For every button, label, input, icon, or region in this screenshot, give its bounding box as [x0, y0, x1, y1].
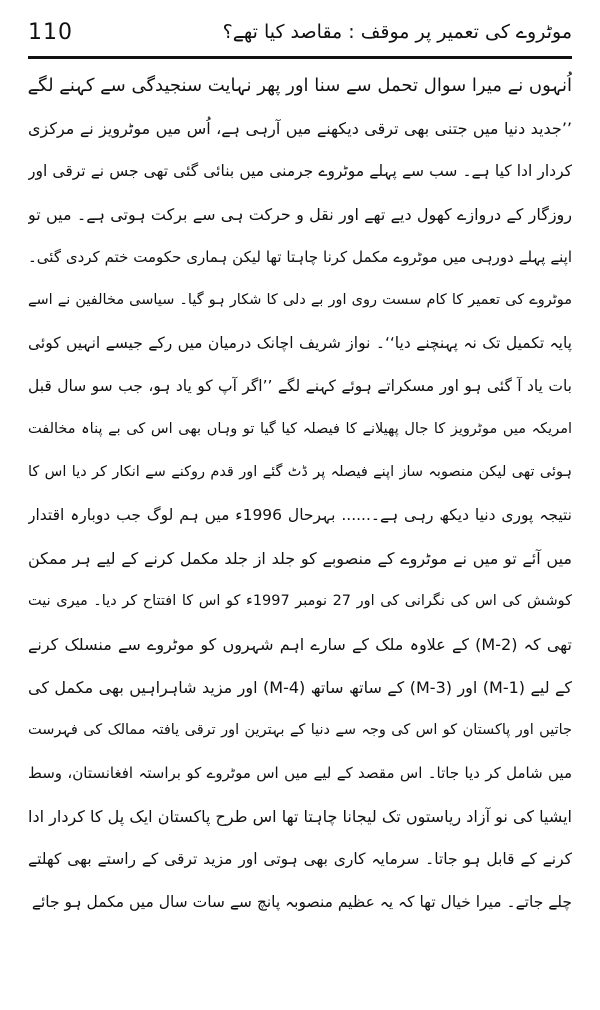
text-line: امریکہ میں موٹرویز کا جال پھیلانے کا فیصلہ کیا گیا تو وہاں بھی اس کی بے پناہ مخالفت — [28, 421, 572, 437]
text-line: بات یاد آ گئی ہو اور مسکراتے ہوئے کہنے لگے ’’اگر آپ کو یاد ہو، جب سو سال قبل — [28, 377, 572, 395]
text-line: روزگار کے دروازے کھول دیے تھے اور نقل و حرکت ہی سے برکت ہوتی ہے۔ میں تو — [28, 205, 572, 224]
text-line: کردار ادا کیا ہے۔ سب سے پہلے موٹروے جرمنی میں بنائی گئی تھی جس نے ترقی اور — [28, 162, 572, 180]
text-line: کرنے کے قابل ہو جاتا۔ سرمایہ کاری بھی ہوتی اور مزید ترقی کے راستے بھی کھلتے — [28, 850, 572, 868]
text-line: کے لیے (M-1) اور (M-3) کے ساتھ ساتھ (M-4) اور مزید شاہراہیں بھی مکمل کی — [28, 678, 572, 697]
text-line: اُنہوں نے میرا سوال تحمل سے سنا اور پھر نہایت سنجیدگی سے کہنے لگے — [28, 75, 572, 96]
text-line: نتیجہ پوری دنیا دیکھ رہی ہے۔...... بہرحال 1996ء میں ہم لوگ جب دوبارہ اقتدار — [28, 506, 572, 524]
text-line: تھی کہ (M-2) کے علاوہ ملک کے سارے اہم شہروں کو موٹروے سے منسلک کرنے — [28, 635, 572, 654]
text-line: میں آئے تو میں نے موٹروے کے منصوبے کو جلد از جلد مکمل کرنے کے لیے ہر ممکن — [28, 549, 572, 568]
running-title: موٹروے کی تعمیر پر موقف : مقاصد کیا تھے؟ — [222, 21, 572, 43]
text-line: ہوئی تھی لیکن منصوبہ ساز اپنے فیصلہ پر ڈٹ گئے اور قدم روکنے سے انکار کر دیا اس کا — [28, 464, 572, 480]
text-line: اپنے پہلے دورہی میں موٹروے مکمل کرنا چاہتا تھا لیکن ہماری حکومت ختم کردی گئی۔ — [28, 248, 572, 266]
text-line: ایشیا کی نو آزاد ریاستوں تک لیجانا چاہتا تھا اس طرح پاکستان ایک پل کا کردار ادا — [28, 807, 572, 826]
text-line: جاتیں اور پاکستان کو اس کی وجہ سے دنیا کے بہترین اور ترقی یافتہ ممالک کی فہرست — [28, 722, 572, 738]
text-line: ’’جدید دنیا میں جتنی بھی ترقی دیکھنے میں آرہی ہے، اُس میں موٹرویز نے مرکزی — [28, 119, 572, 138]
header-rule — [28, 56, 572, 59]
text-line: میں شامل کر دیا جاتا۔ اس مقصد کے لیے میں اس موٹروے کو براستہ افغانستان، وسط — [28, 764, 572, 782]
text-line: موٹروے کی تعمیر کا کام سست روی اور بے دلی کا شکار ہو گیا۔ سیاسی مخالفین نے اسے — [28, 292, 572, 308]
text-line: پایہ تکمیل تک نہ پہنچنے دیا‘‘۔ نواز شریف اچانک درمیان میں رکے جیسے انہیں کوئی — [28, 334, 572, 352]
page-header — [28, 12, 572, 52]
text-line: کوشش کی اس کی نگرانی کی اور 27 نومبر 1997ء کو اس کا افتتاح کر دیا۔ میری نیت — [28, 593, 572, 609]
page-number: 110 — [28, 19, 73, 45]
body-text — [28, 64, 572, 924]
text-line: چلے جاتے۔ میرا خیال تھا کہ یہ عظیم منصوبہ پانچ سے سات سال میں مکمل ہو جائے — [31, 893, 572, 911]
